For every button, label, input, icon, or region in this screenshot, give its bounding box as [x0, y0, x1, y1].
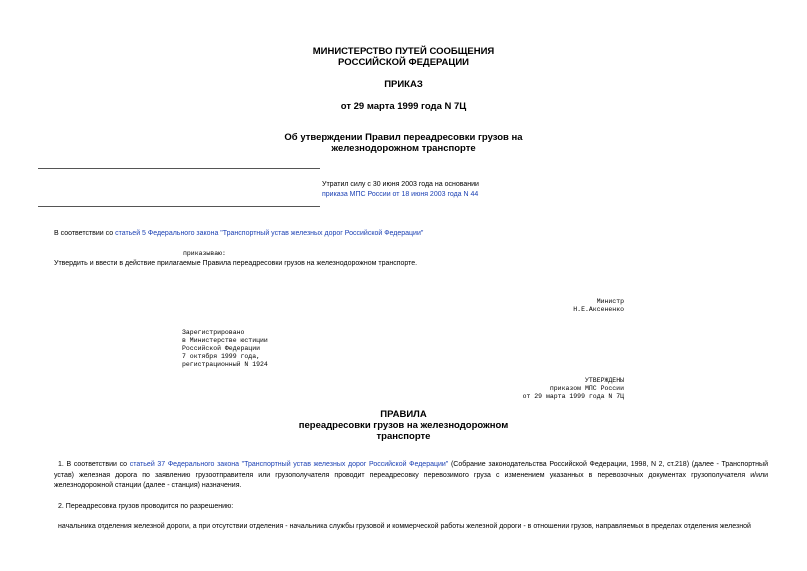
doc-type: ПРИКАЗ	[384, 79, 423, 90]
status-bottom-rule	[38, 206, 320, 207]
approval-line-2: приказом МПС России	[549, 385, 624, 392]
preamble-law-link[interactable]: статьей 5 Федерального закона "Транспортный устав железных дорог Российской Федерации"	[115, 230, 424, 237]
rules-subtitle-line-2: транспорте	[376, 431, 431, 442]
registration-line-5: регистрационный N 1924	[182, 361, 268, 368]
order-text: Утвердить и ввести в действие прилагаемые Правила переадресовки грузов на железнодорожном транспорте.	[54, 260, 418, 267]
rules-title: ПРАВИЛА	[380, 409, 427, 420]
ministry-line-1: МИНИСТЕРСТВО ПУТЕЙ СООБЩЕНИЯ	[312, 46, 495, 57]
ministry-line-2: РОССИЙСКОЙ ФЕДЕРАЦИИ	[337, 57, 469, 68]
registration-line-1: Зарегистрировано	[182, 329, 245, 336]
signature-title: Министр	[596, 298, 624, 305]
registration-line-3: Российской Федерации	[182, 345, 261, 352]
status-top-rule	[38, 168, 320, 169]
paragraph-1-rest: (Собрание законодательства Российской Федерации, 1998, N 2, ст.218) (далее - Транспортный устав) железная дорога по заявлению грузоотправителя или грузополучателя проводит переадресовку перевозимого груза с изменением указанных в перевозочных документах грузополучателя и/или железнодорожной станции (далее - станция) назначения.	[54, 461, 768, 489]
rules-subtitle-line-1: переадресовки грузов на железнодорожном	[298, 420, 509, 431]
paragraph-3: начальника отделения железной дороги, а при отсутствии отделения - начальника службы грузовой и коммерческой работы железной дороги - в отношении грузов, направляемых в пределах отделения железной	[58, 523, 751, 530]
paragraph-1-prefix: 1. В соответствии со	[58, 461, 130, 468]
approval-line-1: УТВЕРЖДЕНЫ	[584, 377, 624, 384]
doc-title-line-2: железнодорожном транспорте	[331, 143, 476, 154]
registration-line-4: 7 октября 1999 года,	[182, 353, 261, 360]
status-repeal-link[interactable]: приказа МПС России от 18 июня 2003 года N 44	[322, 191, 479, 198]
paragraph-1-law-link[interactable]: статьей 37 Федерального закона "Транспортный устав железных дорог Российской Федерации"	[129, 461, 449, 468]
doc-title-line-1: Об утверждении Правил переадресовки грузов на	[284, 132, 523, 143]
preamble-prefix: В соответствии со	[54, 230, 116, 237]
paragraph-1	[54, 460, 768, 492]
paragraph-2: 2. Переадресовка грузов проводится по разрешению:	[58, 503, 234, 510]
doc-date: от 29 марта 1999 года N 7Ц	[340, 101, 467, 112]
approval-line-3: от 29 марта 1999 года N 7Ц	[522, 393, 624, 400]
order-word: приказываю:	[183, 250, 226, 257]
preamble	[54, 229, 754, 239]
registration-line-2: в Министерстве юстиции	[182, 337, 268, 344]
status-text: Утратил силу с 30 июня 2003 года на основании	[322, 181, 479, 188]
signature-name: Н.Е.Аксененко	[573, 306, 624, 313]
